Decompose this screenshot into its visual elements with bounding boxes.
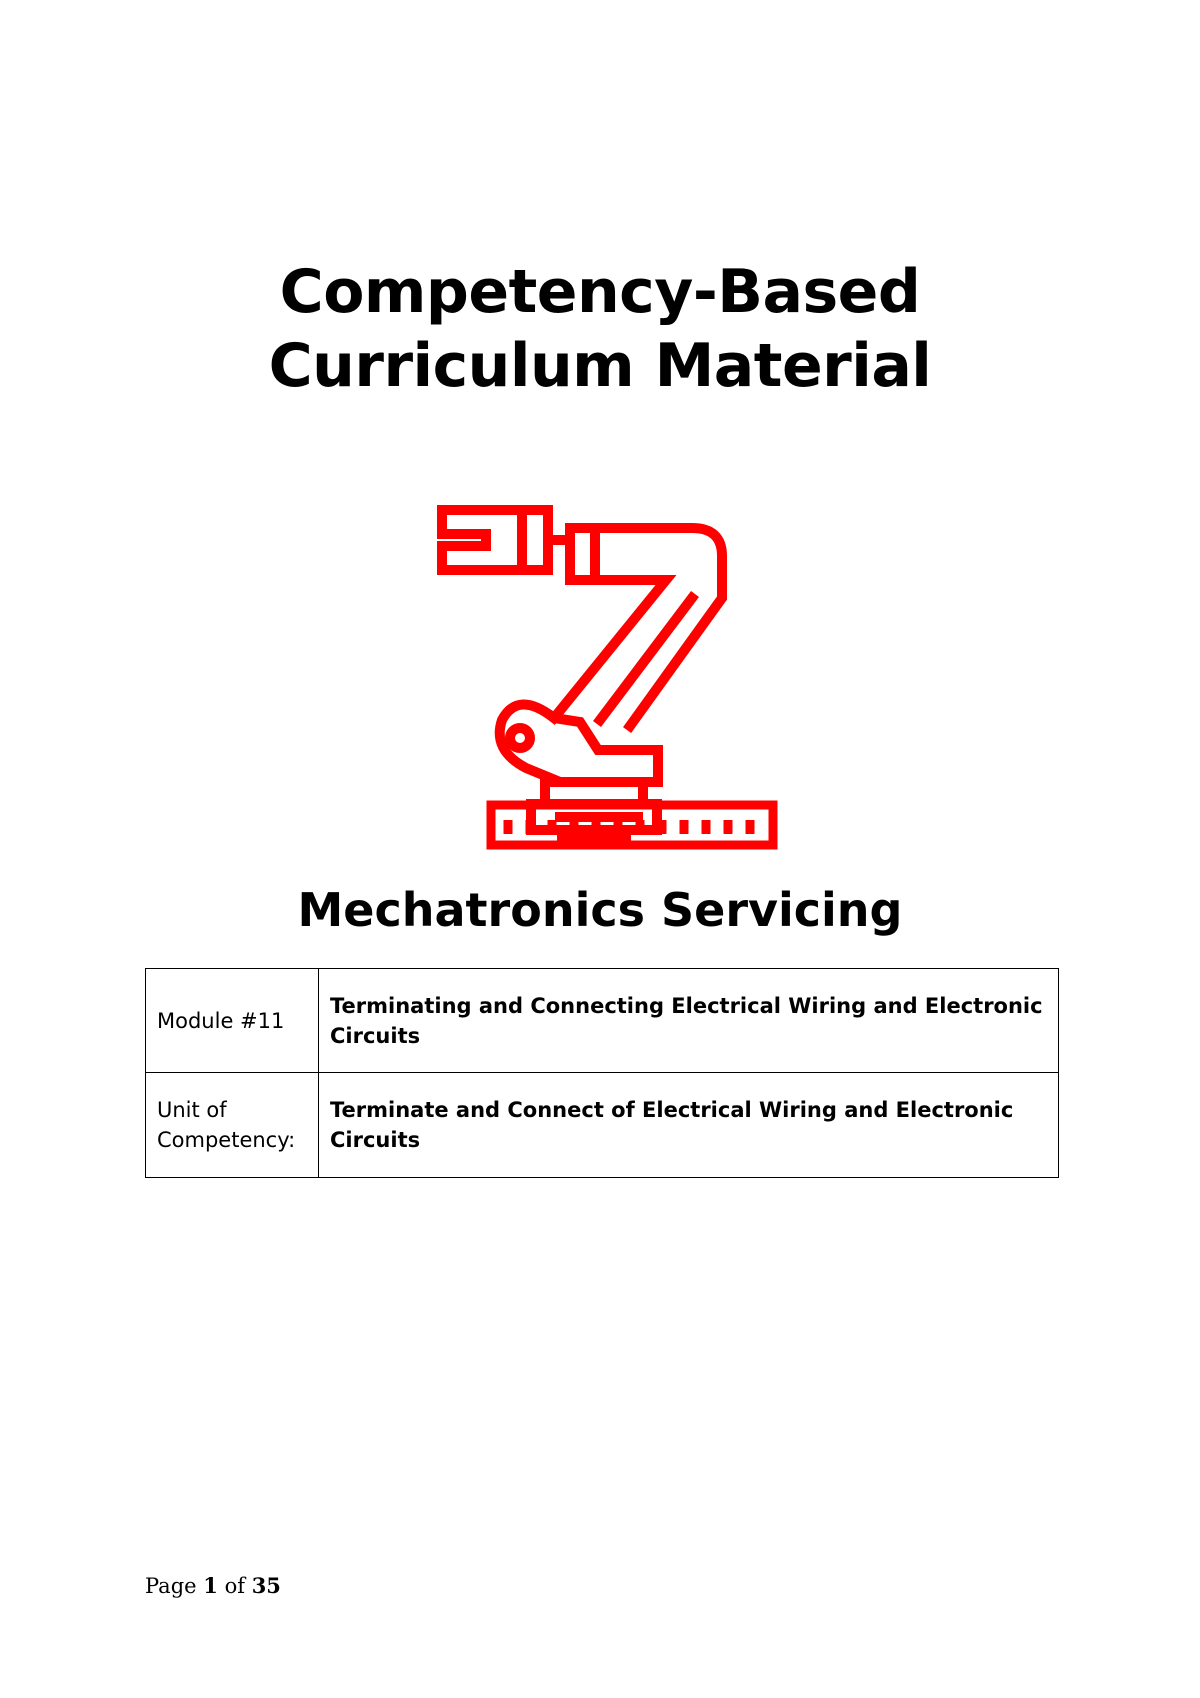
robot-base-icon <box>486 800 778 850</box>
module-info-table <box>145 968 1059 1178</box>
page-separator: of <box>224 1574 245 1598</box>
module-label: Module #11 <box>146 969 319 1073</box>
page-prefix: Page <box>145 1574 197 1598</box>
page-total: 35 <box>251 1573 281 1598</box>
page-footer <box>145 1573 281 1599</box>
title-line-1: Competency-Based <box>279 257 921 327</box>
unit-of-competency-title: Terminate and Connect of Electrical Wiring and Electronic Circuits <box>319 1073 1059 1178</box>
document-title <box>0 255 1200 403</box>
table-row <box>146 969 1059 1073</box>
page-number: 1 <box>203 1573 218 1598</box>
program-subtitle: Mechatronics Servicing <box>297 883 903 937</box>
title-line-2: Curriculum Material <box>268 331 932 401</box>
module-title: Terminating and Connecting Electrical Wiring and Electronic Circuits <box>319 969 1059 1073</box>
unit-of-competency-label: Unit of Competency: <box>146 1073 319 1178</box>
table-row <box>146 1073 1059 1178</box>
